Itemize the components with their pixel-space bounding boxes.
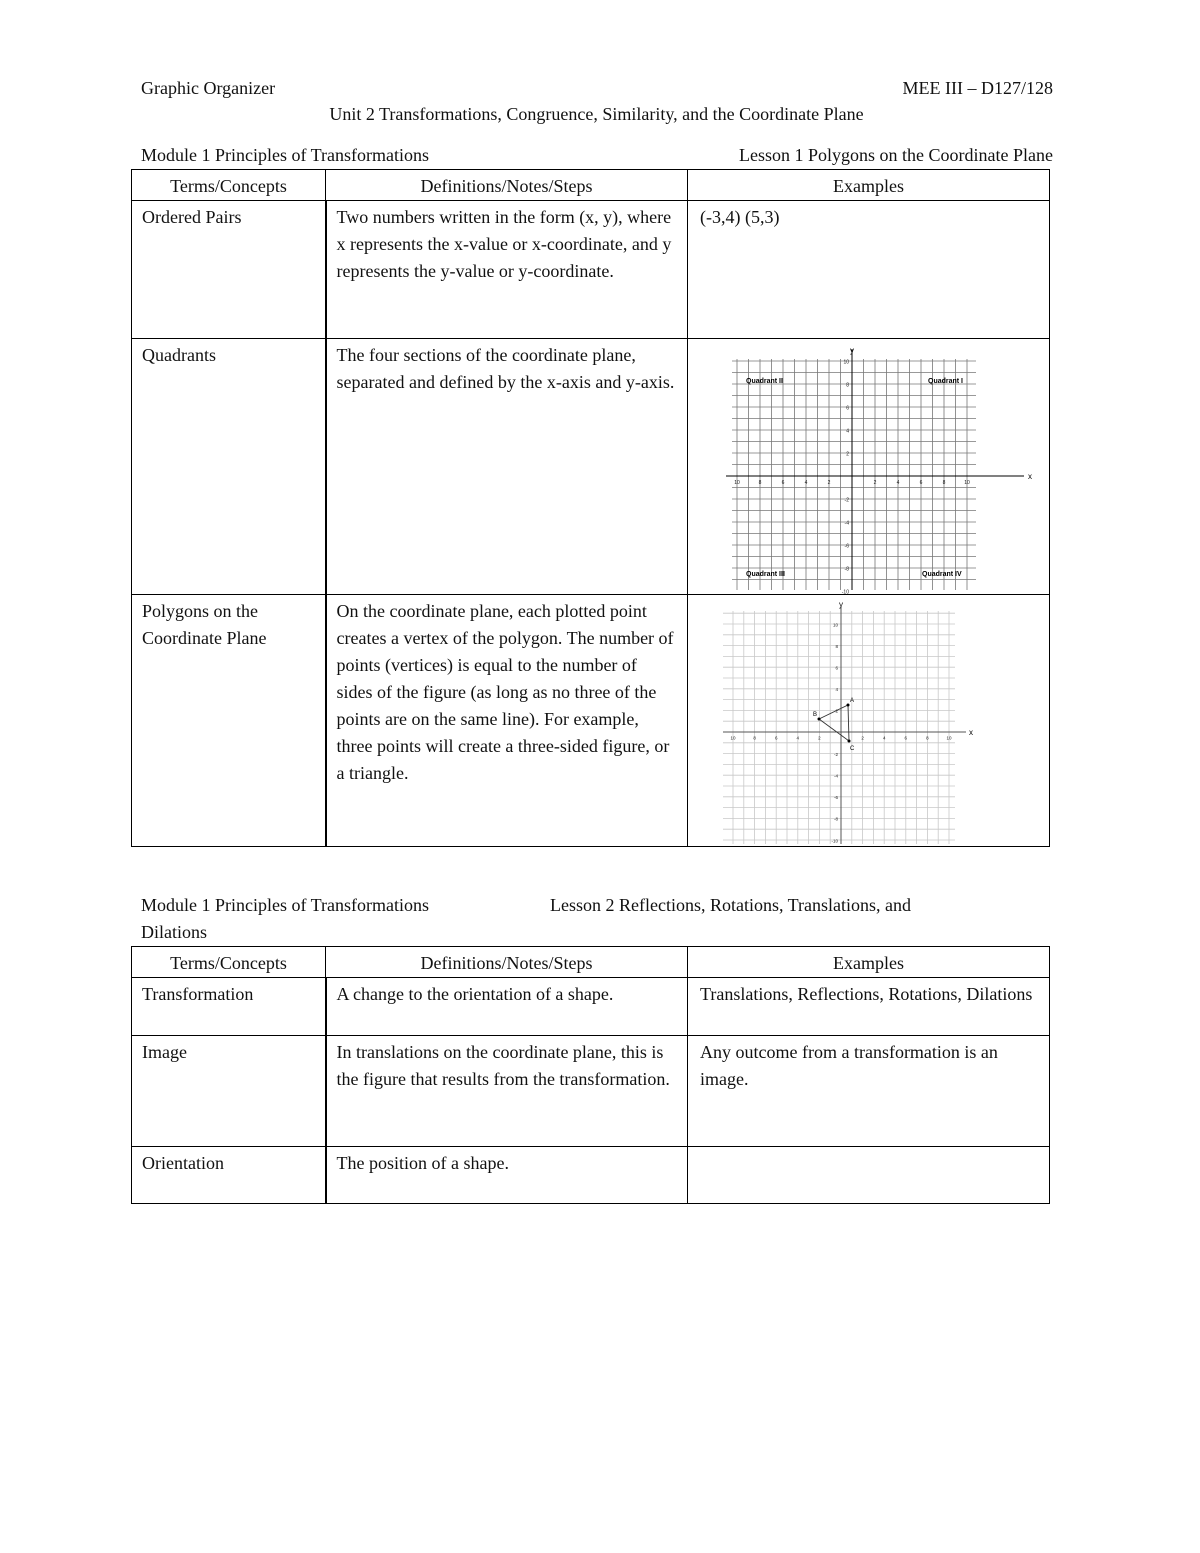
section2-table [131,946,1050,1204]
y-tick-label: -10 [831,838,838,844]
column-header: Definitions/Notes/Steps [326,947,688,978]
class-code: MEE III – D127/128 [902,78,1053,98]
polygon-graph [723,599,978,844]
quadrant-label: Quadrant II [746,378,783,385]
table-row [132,978,1050,1036]
section1-table [131,169,1050,847]
column-header: Examples [688,170,1050,201]
column-header: Definitions/Notes/Steps [326,170,688,201]
quadrant-label: Quadrant IV [922,571,962,578]
x-tick-label: 8 [753,735,756,741]
x-tick-label: 2 [827,480,831,486]
x-tick-label: 10 [730,735,736,741]
x-tick-label: 4 [804,480,808,486]
x-tick-label: 8 [942,480,946,486]
table-row [132,595,1050,847]
vertex-c [848,740,851,743]
term-cell: Orientation [132,1147,326,1204]
x-tick-label: 6 [774,735,778,741]
x-tick-label: 8 [758,480,762,486]
quadrant-graph [726,345,1036,596]
x-tick-label: 8 [926,735,929,741]
term-cell: Ordered Pairs [132,201,326,339]
x-tick-label: 6 [781,480,785,486]
y-tick-label: 6 [835,665,838,671]
example-cell: Translations, Reflections, Rotations, Dilations [688,978,1050,1036]
y-tick-label: -10 [841,589,849,596]
y-tick-label: 10 [843,359,849,366]
table-row [132,1036,1050,1147]
y-tick-label: 4 [846,428,849,435]
y-tick-label: -6 [844,543,849,550]
x-tick-label: 6 [919,480,923,486]
x-axis-label: x [969,728,973,737]
vertex-label: B [813,712,818,718]
definition-cell: Two numbers written in the form (x, y), where x represents the x-value or x-coordinate, and y represents the y-value or y-coordinate. [326,201,688,339]
y-tick-label: -2 [844,497,849,504]
table-row [132,201,1050,339]
definition-cell: On the coordinate plane, each plotted point creates a vertex of the polygon. The number of points (vertices) is equal to the number of sides of the figure (as long as no three of the points are on the same line). For example, three points will create a three-sided figure, or a triangle. [326,595,688,847]
column-header: Terms/Concepts [132,170,326,201]
x-tick-label: 2 [818,735,821,741]
quadrant-label: Quadrant III [746,571,785,578]
y-tick-label: 6 [846,405,849,412]
section2-module: Module 1 Principles of Transformations [141,895,429,915]
quadrant-label: Quadrant I [928,378,964,385]
x-tick-label: 2 [861,735,864,741]
section2-lesson-wrap: Dilations [141,922,207,942]
x-tick-label: 10 [964,480,970,486]
definition-cell: The position of a shape. [326,1147,688,1204]
x-tick-label: 2 [873,480,877,486]
y-tick-label: 10 [832,622,838,628]
definition-cell: In translations on the coordinate plane, this is the figure that results from the transformation. [326,1036,688,1147]
unit-title: Unit 2 Transformations, Congruence, Similarity, and the Coordinate Plane [329,104,864,124]
x-tick-label: 4 [796,735,800,741]
doc-title: Graphic Organizer [141,78,276,98]
example-cell-graph [688,595,1050,847]
vertex-label: C [850,746,855,752]
x-tick-label: 6 [904,735,908,741]
section1-module: Module 1 Principles of Transformations [141,145,429,165]
term-cell: Polygons on the Coordinate Plane [132,595,326,847]
x-tick-label: 10 [946,735,952,741]
example-cell-graph [688,339,1050,595]
term-cell: Transformation [132,978,326,1036]
example-cell [688,1147,1050,1204]
section1-lesson: Lesson 1 Polygons on the Coordinate Plane [739,145,1053,165]
example-cell: Any outcome from a transformation is an image. [688,1036,1050,1147]
column-header: Examples [688,947,1050,978]
table-header-row [132,170,1050,201]
y-tick-label: -6 [833,795,838,801]
table-row [132,1147,1050,1204]
y-tick-label: 8 [835,643,838,649]
term-cell: Image [132,1036,326,1147]
vertex-label: A [850,698,855,704]
y-tick-label: 2 [846,451,849,458]
y-tick-label: 4 [835,687,838,693]
x-tick-label: 10 [734,480,740,486]
y-axis-label: y [839,600,843,609]
table-header-row [132,947,1050,978]
y-tick-label: -8 [844,566,849,573]
definition-cell: A change to the orientation of a shape. [326,978,688,1036]
x-tick-label: 4 [882,735,886,741]
y-tick-label: 8 [846,382,849,389]
definition-cell: The four sections of the coordinate plane, separated and defined by the x-axis and y-axis. [326,339,688,595]
y-tick-label: -8 [833,816,838,822]
y-axis-label: y [850,346,854,355]
x-axis-label: x [1028,472,1032,481]
example-cell: (-3,4) (5,3) [688,201,1050,339]
y-tick-label: -2 [833,751,838,757]
x-tick-label: 4 [896,480,900,486]
vertex-b [818,718,821,721]
y-tick-label: -4 [833,773,838,779]
y-tick-label: -4 [844,520,849,527]
section2-lesson: Lesson 2 Reflections, Rotations, Translations, and [550,895,911,915]
term-cell: Quadrants [132,339,326,595]
table-row [132,339,1050,595]
column-header: Terms/Concepts [132,947,326,978]
y-tick-label: 2 [835,708,838,714]
